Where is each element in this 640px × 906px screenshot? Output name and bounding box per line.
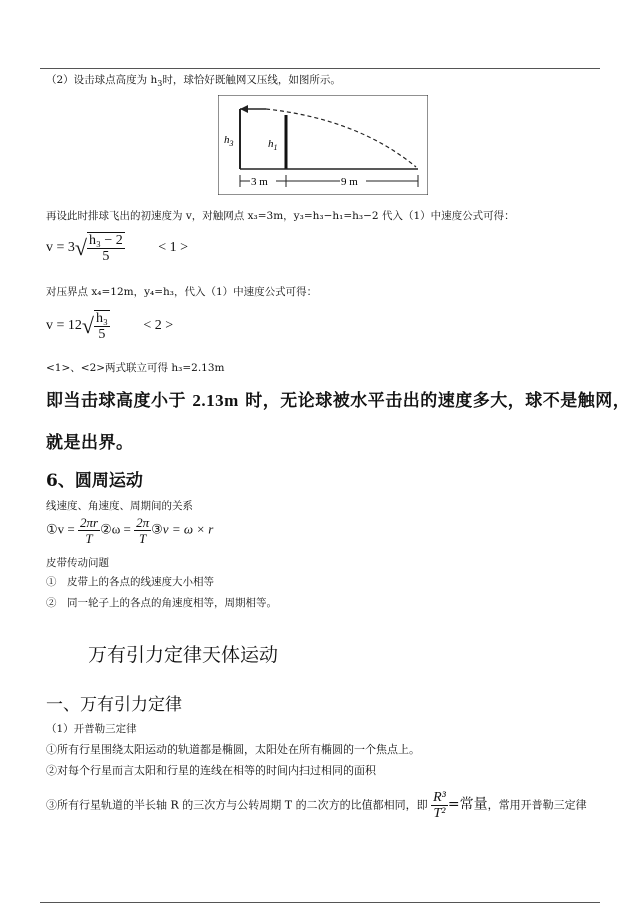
label-h1: $h_1$ xyxy=(268,138,278,152)
formula-2-lhs: ω = xyxy=(111,521,131,537)
kepler-law-3 xyxy=(46,790,587,821)
belt-title: 皮带传动问题 xyxy=(46,557,109,569)
conclusion-post: 时，无论球被水平击出的速度多大，球不是触网， xyxy=(238,391,631,411)
formula-3-marker: ③ xyxy=(151,521,163,537)
eq1-lhs: v = 3 xyxy=(46,240,75,256)
joint-result: <1>、<2>两式联立可得 h₃=2.13m xyxy=(46,362,225,374)
eq1-den: 5 xyxy=(102,249,110,264)
section-6-title: 6、圆周运动 xyxy=(46,471,143,491)
eq2-den: 5 xyxy=(98,327,106,342)
volleyball-figure xyxy=(218,95,428,195)
kepler3-num: R³ xyxy=(433,790,446,805)
conclusion-pre: 即当击球高度小于 xyxy=(46,391,193,411)
label-9m: 9 m xyxy=(341,176,358,188)
label-3m: 3 m xyxy=(251,176,268,188)
formula-2-marker: ② xyxy=(100,521,112,537)
belt-item-2: ② 同一轮子上的各点的角速度相等，周期相等。 xyxy=(46,597,277,609)
label-h3: $h_3$ xyxy=(224,134,234,148)
relation-label: 线速度、角速度、周期间的关系 xyxy=(46,500,193,512)
section-1-title: 一、万有引力定律 xyxy=(46,695,182,715)
top-rule xyxy=(40,68,600,69)
kepler3-den: T² xyxy=(433,806,446,821)
intro-sub: 3 xyxy=(157,79,163,89)
kepler-law-1: ①所有行星围绕太阳运动的轨道都是椭圆，太阳处在所有椭圆的一个焦点上。 xyxy=(46,743,420,756)
formula-3: v = ω × r xyxy=(162,521,214,537)
kepler-title: （1）开普勒三定律 xyxy=(46,723,137,735)
v-def-line: 再设此时排球飞出的初速度为 v，对触网点 x₃=3m，y₃=h₃−h₁=h₃−2 代入（1）中速度公式可得： xyxy=(46,210,515,222)
conclusion-line-2: 就是出界。 xyxy=(46,433,134,453)
kepler-law-3-text: ③所有行星轨道的半长轴 R 的三次方与公转周期 T 的二次方的比值都相同，即 xyxy=(46,798,428,812)
intro-line xyxy=(46,72,341,88)
eq1-tag: < 1 > xyxy=(158,240,189,256)
bottom-rule xyxy=(40,902,600,903)
conclusion-num: 2.13m xyxy=(192,391,239,410)
formula-2-num: 2π xyxy=(136,515,150,530)
eq2-num: h₃ xyxy=(95,311,108,326)
eq2-tag: < 2 > xyxy=(143,318,174,334)
formula-2-den: T xyxy=(139,531,147,546)
conclusion-line-1 xyxy=(46,386,630,411)
equation-1: v = 3√ $\frac{\text{h₃ − 2}}{5}$ < 1 > xyxy=(46,233,189,264)
belt-item-1: ① 皮带上的各点的线速度大小相等 xyxy=(46,576,214,588)
formula-1-num: 2πr xyxy=(80,515,99,530)
kepler-law-2: ②对每个行星而言太阳和行星的连线在相等的时间内扫过相同的面积 xyxy=(46,764,376,777)
kepler3-eq: =常量 xyxy=(447,796,488,813)
chapter-title: 万有引力定律天体运动 xyxy=(88,644,279,666)
intro-rest: 时，球恰好既触网又压线，如图所示。 xyxy=(162,74,341,86)
eq2-lhs: v = 12 xyxy=(46,318,82,334)
equation-2: v = 12√ $\frac{\text{h₃}}{5}$ < 2 > xyxy=(46,311,174,342)
formula-1-lhs: v = xyxy=(57,521,75,537)
formula-1-marker: ① xyxy=(46,521,58,537)
intro-text: （2）设击球点高度为 h xyxy=(46,74,158,86)
formula-1-den: T xyxy=(85,531,93,546)
line-2: 对压界点 x₄=12m，y₄=h₃，代入（1）中速度公式可得： xyxy=(46,286,318,298)
kepler3-tail: ，常用开普勒三定律 xyxy=(487,798,587,812)
circular-formulas xyxy=(46,515,213,546)
eq1-num: h₃ − 2 xyxy=(88,233,123,248)
